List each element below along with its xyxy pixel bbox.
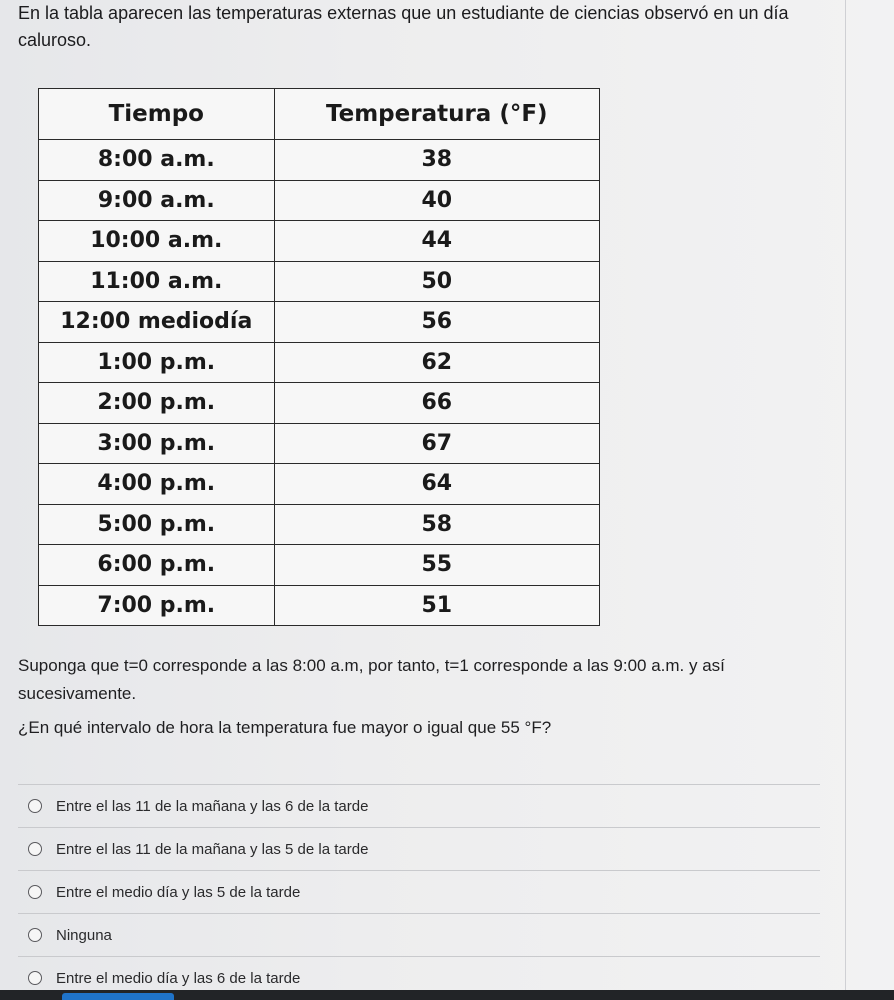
table-row <box>39 221 600 262</box>
table-row <box>39 423 600 464</box>
table-row <box>39 464 600 505</box>
option-label: Ninguna <box>56 926 112 944</box>
cell-time: 6:00 p.m. <box>39 545 275 586</box>
cell-temp: 66 <box>274 383 599 424</box>
cell-temp: 38 <box>274 140 599 181</box>
cell-time: 3:00 p.m. <box>39 423 275 464</box>
cell-temp: 67 <box>274 423 599 464</box>
cell-time: 10:00 a.m. <box>39 221 275 262</box>
cell-temp: 44 <box>274 221 599 262</box>
table-row <box>39 545 600 586</box>
temperature-table <box>38 88 600 626</box>
cell-time: 5:00 p.m. <box>39 504 275 545</box>
answer-option-2[interactable] <box>18 828 820 870</box>
table-row <box>39 140 600 181</box>
table-row <box>39 585 600 626</box>
cell-temp: 55 <box>274 545 599 586</box>
cell-temp: 58 <box>274 504 599 545</box>
table-row <box>39 383 600 424</box>
answer-option-4[interactable] <box>18 914 820 956</box>
radio-button[interactable] <box>28 842 42 856</box>
cell-time: 8:00 a.m. <box>39 140 275 181</box>
header-time: Tiempo <box>39 89 275 140</box>
option-label: Entre el medio día y las 5 de la tarde <box>56 883 301 901</box>
cell-temp: 62 <box>274 342 599 383</box>
cell-time: 4:00 p.m. <box>39 464 275 505</box>
radio-button[interactable] <box>28 971 42 985</box>
cell-time: 12:00 mediodía <box>39 302 275 343</box>
cell-temp: 40 <box>274 180 599 221</box>
table-row <box>39 504 600 545</box>
table-row <box>39 180 600 221</box>
table-header-row <box>39 89 600 140</box>
question-prompt: ¿En qué intervalo de hora la temperatura fue mayor o igual que 55 °F? <box>18 718 552 737</box>
cell-temp: 64 <box>274 464 599 505</box>
option-label: Entre el las 11 de la mañana y las 5 de la tarde <box>56 840 369 858</box>
cell-time: 7:00 p.m. <box>39 585 275 626</box>
question-intro: En la tabla aparecen las temperaturas externas que un estudiante de ciencias observó en un día caluroso. <box>18 3 789 50</box>
cell-temp: 56 <box>274 302 599 343</box>
answer-options <box>18 784 820 999</box>
question-context: Suponga que t=0 corresponde a las 8:00 a.m, por tanto, t=1 corresponde a las 9:00 a.m. y así sucesivamente. <box>18 656 725 703</box>
cell-time: 2:00 p.m. <box>39 383 275 424</box>
option-label: Entre el las 11 de la mañana y las 6 de la tarde <box>56 797 369 815</box>
cell-temp: 50 <box>274 261 599 302</box>
cell-temp: 51 <box>274 585 599 626</box>
header-temperature: Temperatura (°F) <box>274 89 599 140</box>
submit-button[interactable] <box>62 993 174 1000</box>
table-row <box>39 302 600 343</box>
cell-time: 1:00 p.m. <box>39 342 275 383</box>
panel-edge <box>845 0 846 1000</box>
radio-button[interactable] <box>28 928 42 942</box>
table-row <box>39 342 600 383</box>
radio-button[interactable] <box>28 885 42 899</box>
option-label: Entre el medio día y las 6 de la tarde <box>56 969 301 987</box>
cell-time: 9:00 a.m. <box>39 180 275 221</box>
answer-option-3[interactable] <box>18 871 820 913</box>
cell-time: 11:00 a.m. <box>39 261 275 302</box>
answer-option-1[interactable] <box>18 785 820 827</box>
table-row <box>39 261 600 302</box>
radio-button[interactable] <box>28 799 42 813</box>
